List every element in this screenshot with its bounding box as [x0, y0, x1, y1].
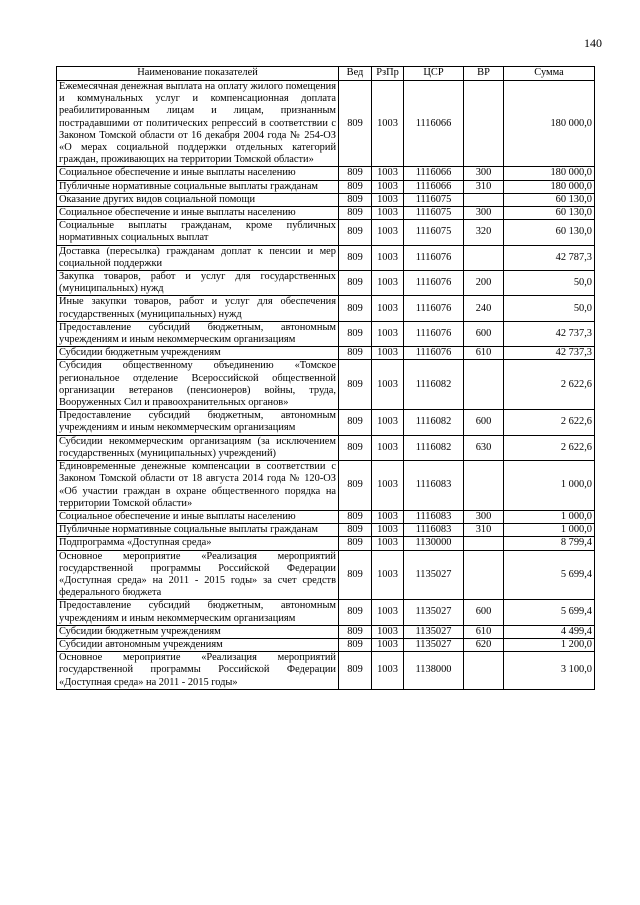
cell-rzpr: 1003 — [372, 410, 404, 435]
table-row — [57, 600, 595, 625]
cell-ved: 809 — [339, 510, 372, 523]
cell-ved: 809 — [339, 271, 372, 296]
cell-rzpr: 1003 — [372, 638, 404, 651]
cell-csr: 1116066 — [404, 180, 464, 193]
cell-csr: 1116082 — [404, 435, 464, 460]
cell-ved: 809 — [339, 600, 372, 625]
table-row — [57, 638, 595, 651]
cell-name: Предоставление субсидий бюджетным, автономным учреждениям и иным некоммерческим организациям — [57, 600, 339, 625]
cell-ved: 809 — [339, 193, 372, 206]
cell-ved: 809 — [339, 245, 372, 270]
cell-vr: 600 — [464, 321, 504, 346]
cell-csr: 1135027 — [404, 625, 464, 638]
cell-csr: 1116083 — [404, 524, 464, 537]
cell-csr: 1130000 — [404, 537, 464, 550]
cell-name: Социальное обеспечение и иные выплаты населению — [57, 167, 339, 180]
cell-rzpr: 1003 — [372, 193, 404, 206]
cell-rzpr: 1003 — [372, 435, 404, 460]
cell-name: Социальные выплаты гражданам, кроме публичных нормативных социальных выплат — [57, 220, 339, 245]
cell-name: Доставка (пересылка) гражданам доплат к пенсии и мер социальной поддержки — [57, 245, 339, 270]
cell-ved: 809 — [339, 638, 372, 651]
cell-sum: 180 000,0 — [504, 167, 595, 180]
cell-csr: 1116083 — [404, 510, 464, 523]
header-rzpr: РзПр — [372, 67, 404, 81]
cell-vr: 310 — [464, 180, 504, 193]
cell-rzpr: 1003 — [372, 207, 404, 220]
cell-sum: 50,0 — [504, 296, 595, 321]
table-row — [57, 296, 595, 321]
cell-sum: 180 000,0 — [504, 180, 595, 193]
cell-csr: 1116076 — [404, 245, 464, 270]
table-body — [57, 81, 595, 690]
page-number: 140 — [584, 36, 602, 50]
cell-sum: 3 100,0 — [504, 652, 595, 690]
table-row — [57, 537, 595, 550]
table-row — [57, 180, 595, 193]
cell-csr: 1116075 — [404, 220, 464, 245]
cell-csr: 1116066 — [404, 167, 464, 180]
cell-vr: 320 — [464, 220, 504, 245]
budget-table — [56, 66, 595, 690]
cell-vr — [464, 537, 504, 550]
cell-vr — [464, 81, 504, 167]
cell-ved: 809 — [339, 296, 372, 321]
cell-rzpr: 1003 — [372, 461, 404, 511]
cell-ved: 809 — [339, 321, 372, 346]
cell-sum: 1 200,0 — [504, 638, 595, 651]
cell-sum: 42 737,3 — [504, 347, 595, 360]
cell-name: Единовременные денежные компенсации в соответствии с Законом Томской области от 18 августа 2014 года № 120-ОЗ «Об участии граждан в охране общественного порядка на территории Томской области» — [57, 461, 339, 511]
cell-rzpr: 1003 — [372, 271, 404, 296]
cell-rzpr: 1003 — [372, 180, 404, 193]
cell-ved: 809 — [339, 652, 372, 690]
table-row — [57, 321, 595, 346]
cell-rzpr: 1003 — [372, 296, 404, 321]
cell-name: Социальное обеспечение и иные выплаты населению — [57, 207, 339, 220]
cell-rzpr: 1003 — [372, 600, 404, 625]
cell-sum: 42 737,3 — [504, 321, 595, 346]
cell-name: Субсидия общественному объединению «Томское региональное отделение Всероссийской общественной организации ветеранов (пенсионеров) войны, труда, Вооруженных Сил и правоохранительных органов» — [57, 360, 339, 410]
cell-csr: 1116066 — [404, 81, 464, 167]
table-row — [57, 625, 595, 638]
cell-name: Подпрограмма «Доступная среда» — [57, 537, 339, 550]
cell-csr: 1116083 — [404, 461, 464, 511]
cell-name: Субсидии бюджетным учреждениям — [57, 625, 339, 638]
cell-rzpr: 1003 — [372, 537, 404, 550]
cell-vr: 630 — [464, 435, 504, 460]
cell-vr — [464, 461, 504, 511]
table-row — [57, 410, 595, 435]
cell-rzpr: 1003 — [372, 652, 404, 690]
cell-sum: 1 000,0 — [504, 524, 595, 537]
cell-ved: 809 — [339, 625, 372, 638]
cell-rzpr: 1003 — [372, 81, 404, 167]
cell-sum: 50,0 — [504, 271, 595, 296]
cell-vr: 300 — [464, 167, 504, 180]
cell-csr: 1116076 — [404, 271, 464, 296]
cell-ved: 809 — [339, 435, 372, 460]
cell-ved: 809 — [339, 461, 372, 511]
table-row — [57, 167, 595, 180]
cell-vr: 610 — [464, 625, 504, 638]
cell-name: Предоставление субсидий бюджетным, автономным учреждениям и иным некоммерческим организациям — [57, 410, 339, 435]
cell-csr: 1135027 — [404, 600, 464, 625]
cell-name: Основное мероприятие «Реализация мероприятий государственной программы Российской Федерации «Доступная среда» на 2011 - 2015 годы» — [57, 652, 339, 690]
cell-csr: 1138000 — [404, 652, 464, 690]
cell-sum: 5 699,4 — [504, 600, 595, 625]
cell-name: Субсидии автономным учреждениям — [57, 638, 339, 651]
cell-ved: 809 — [339, 207, 372, 220]
cell-ved: 809 — [339, 360, 372, 410]
cell-name: Публичные нормативные социальные выплаты гражданам — [57, 180, 339, 193]
cell-vr — [464, 652, 504, 690]
cell-rzpr: 1003 — [372, 550, 404, 600]
cell-name: Оказание других видов социальной помощи — [57, 193, 339, 206]
header-vr: ВР — [464, 67, 504, 81]
cell-vr: 200 — [464, 271, 504, 296]
cell-sum: 60 130,0 — [504, 193, 595, 206]
cell-name: Публичные нормативные социальные выплаты гражданам — [57, 524, 339, 537]
cell-name: Иные закупки товаров, работ и услуг для обеспечения государственных (муниципальных) нужд — [57, 296, 339, 321]
cell-ved: 809 — [339, 550, 372, 600]
cell-vr — [464, 360, 504, 410]
table-row — [57, 550, 595, 600]
cell-sum: 2 622,6 — [504, 360, 595, 410]
cell-csr: 1116075 — [404, 207, 464, 220]
cell-rzpr: 1003 — [372, 510, 404, 523]
cell-rzpr: 1003 — [372, 245, 404, 270]
header-sum: Сумма — [504, 67, 595, 81]
cell-vr — [464, 193, 504, 206]
header-csr: ЦСР — [404, 67, 464, 81]
cell-sum: 5 699,4 — [504, 550, 595, 600]
cell-vr: 600 — [464, 410, 504, 435]
cell-rzpr: 1003 — [372, 220, 404, 245]
cell-name: Предоставление субсидий бюджетным, автономным учреждениям и иным некоммерческим организациям — [57, 321, 339, 346]
table-row — [57, 510, 595, 523]
cell-vr: 240 — [464, 296, 504, 321]
cell-sum: 180 000,0 — [504, 81, 595, 167]
cell-csr: 1116076 — [404, 347, 464, 360]
cell-rzpr: 1003 — [372, 524, 404, 537]
cell-csr: 1116076 — [404, 321, 464, 346]
cell-csr: 1135027 — [404, 638, 464, 651]
cell-ved: 809 — [339, 524, 372, 537]
cell-sum: 60 130,0 — [504, 207, 595, 220]
cell-name: Ежемесячная денежная выплата на оплату жилого помещения и коммунальных услуг и компенсационная доплата реабилитированным лицам и лицам, признанным пострадавшими от политических репрессий в соответствии с Законом Томской области от 16 декабря 2004 года № 254-ОЗ «О мерах социальной поддержки отдельных категорий граждан, проживающих на территории Томской области» — [57, 81, 339, 167]
table-row — [57, 245, 595, 270]
cell-csr: 1116076 — [404, 296, 464, 321]
table-row — [57, 435, 595, 460]
cell-sum: 1 000,0 — [504, 461, 595, 511]
header-ved: Вед — [339, 67, 372, 81]
cell-sum: 8 799,4 — [504, 537, 595, 550]
cell-sum: 4 499,4 — [504, 625, 595, 638]
cell-name: Основное мероприятие «Реализация мероприятий государственной программы Российской Федерации «Доступная среда» на 2011 - 2015 годы» за счет средств федерального бюджета — [57, 550, 339, 600]
cell-csr: 1116082 — [404, 410, 464, 435]
cell-sum: 60 130,0 — [504, 220, 595, 245]
cell-rzpr: 1003 — [372, 625, 404, 638]
cell-name: Закупка товаров, работ и услуг для государственных (муниципальных) нужд — [57, 271, 339, 296]
table-row — [57, 81, 595, 167]
cell-ved: 809 — [339, 180, 372, 193]
table-header-row — [57, 67, 595, 81]
table-row — [57, 271, 595, 296]
cell-sum: 2 622,6 — [504, 410, 595, 435]
cell-sum: 1 000,0 — [504, 510, 595, 523]
cell-rzpr: 1003 — [372, 360, 404, 410]
cell-ved: 809 — [339, 220, 372, 245]
cell-ved: 809 — [339, 347, 372, 360]
cell-rzpr: 1003 — [372, 167, 404, 180]
cell-vr: 620 — [464, 638, 504, 651]
table-row — [57, 347, 595, 360]
cell-rzpr: 1003 — [372, 347, 404, 360]
cell-sum: 2 622,6 — [504, 435, 595, 460]
header-name: Наименование показателей — [57, 67, 339, 81]
table-row — [57, 461, 595, 511]
cell-vr: 300 — [464, 207, 504, 220]
cell-vr: 300 — [464, 510, 504, 523]
cell-name: Социальное обеспечение и иные выплаты населению — [57, 510, 339, 523]
cell-name: Субсидии некоммерческим организациям (за исключением государственных (муниципальных) учреждений) — [57, 435, 339, 460]
cell-csr: 1116075 — [404, 193, 464, 206]
cell-vr: 610 — [464, 347, 504, 360]
table-row — [57, 652, 595, 690]
cell-vr: 310 — [464, 524, 504, 537]
cell-vr — [464, 550, 504, 600]
table-row — [57, 193, 595, 206]
cell-vr — [464, 245, 504, 270]
table-row — [57, 524, 595, 537]
table-row — [57, 220, 595, 245]
cell-csr: 1135027 — [404, 550, 464, 600]
cell-name: Субсидии бюджетным учреждениям — [57, 347, 339, 360]
table-row — [57, 360, 595, 410]
cell-sum: 42 787,3 — [504, 245, 595, 270]
cell-ved: 809 — [339, 81, 372, 167]
cell-vr: 600 — [464, 600, 504, 625]
table-row — [57, 207, 595, 220]
cell-csr: 1116082 — [404, 360, 464, 410]
cell-ved: 809 — [339, 167, 372, 180]
cell-rzpr: 1003 — [372, 321, 404, 346]
cell-ved: 809 — [339, 537, 372, 550]
cell-ved: 809 — [339, 410, 372, 435]
